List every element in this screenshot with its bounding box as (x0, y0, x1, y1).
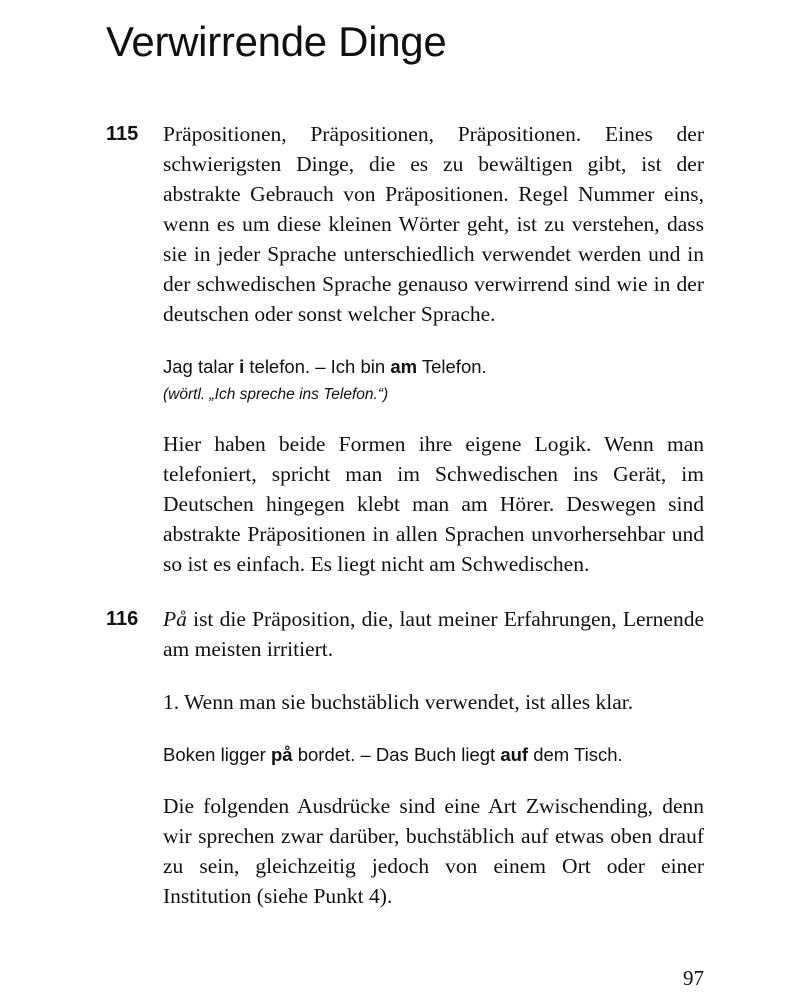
example-german-end: dem Tisch. (528, 744, 623, 765)
page-title: Verwirrende Dinge (106, 18, 447, 65)
example-german-start: Ich bin (330, 356, 391, 377)
intro-text: ist die Präposition, die, laut meiner Erfahrungen, Lernende am meisten irritiert. (163, 607, 704, 661)
section-number-116: 116 (106, 608, 139, 630)
example-german-start: Das Buch liegt (375, 744, 501, 765)
section-number-115: 115 (106, 123, 139, 145)
intro-preposition: På (163, 607, 187, 631)
example-swedish-start: Jag talar (163, 356, 240, 377)
example-german-end: Telefon. (417, 356, 487, 377)
example-swedish-preposition: på (270, 744, 293, 765)
section-115-paragraph-1: Präpositionen, Präpositionen, Präpositionen. Eines der schwierigsten Dinge, die es zu bewältigen gibt, ist der abstrakte Gebrauch von Präpositionen. Regel Nummer eins, wenn es um diese kleinen Wörter geht, ist zu verstehen, dass sie in jeder Sprache unterschiedlich verwendet werden und in der schwedischen Sprache genauso verwirrend sind wie in der deutschen oder sonst welcher Sprache. (163, 122, 704, 326)
section-115-paragraph-2: Hier haben beide Formen ihre eigene Logik. Wenn man telefoniert, spricht man im Schwedischen ins Gerät, im Deutschen hingegen klebt man am Hörer. Deswegen sind abstrakte Präpositionen in allen Sprachen unvorhersehbar und so ist es einfach. Es liegt nicht am Schwedischen. (163, 432, 704, 576)
section-115-example-note: (wörtl. „Ich spreche ins Telefon.“) (163, 386, 389, 403)
section-116-paragraph-2: Die folgenden Ausdrücke sind eine Art Zwischending, denn wir sprechen zwar darüber, buchstäblich auf etwas oben drauf zu sein, gleichzeitig jedoch von einem Ort oder einer Institution (siehe Punkt 4). (163, 794, 704, 908)
example-separator: – (355, 744, 376, 765)
example-german-preposition: am (390, 356, 418, 377)
page-number: 97 (683, 966, 704, 990)
example-german-preposition: auf (500, 744, 529, 765)
section-116-point-1: 1. Wenn man sie buchstäblich verwendet, ist alles klar. (163, 690, 634, 714)
section-116-intro (163, 604, 704, 664)
example-swedish-start: Boken ligger (163, 744, 271, 765)
example-swedish-end: bordet. (292, 744, 356, 765)
example-swedish-preposition: i (239, 356, 245, 377)
example-separator: – (310, 356, 331, 377)
section-116-example (163, 741, 704, 769)
example-swedish-end: telefon. (244, 356, 311, 377)
section-115-example (163, 353, 704, 381)
